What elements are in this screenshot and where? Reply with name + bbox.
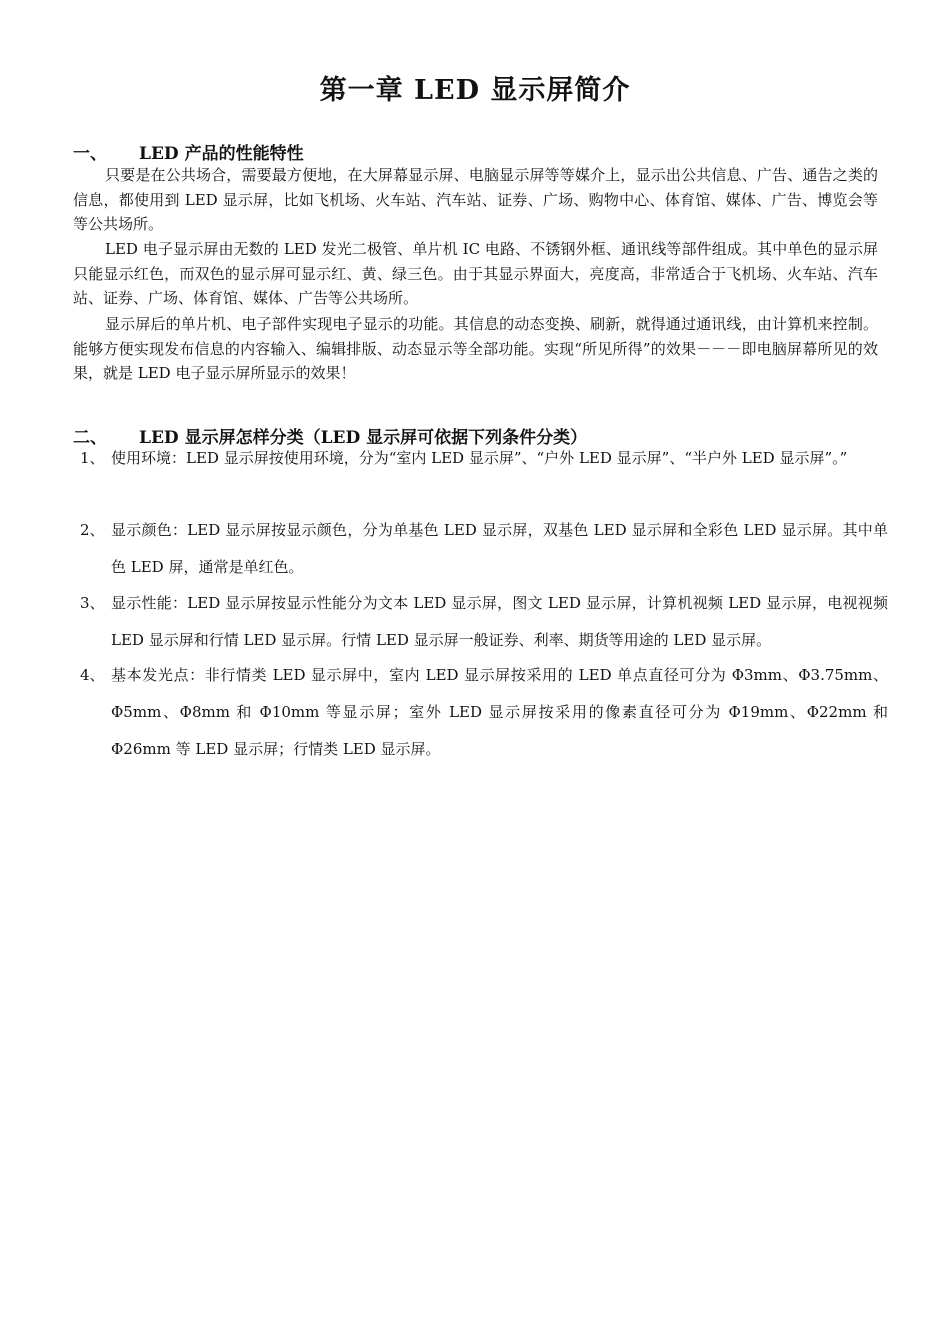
list-item: [80, 657, 888, 768]
list-item-number: 3、: [80, 594, 105, 612]
section-2-title: LED 显示屏怎样分类（LED 显示屏可依据下列条件分类）: [139, 428, 588, 448]
list-item-text: 使用环境：LED 显示屏按使用环境，分为“室内 LED 显示屏”、“户外 LED 显示屏”、“半户外 LED 显示屏”。”: [111, 449, 848, 467]
list-item: [80, 512, 888, 586]
section-1-paragraph-2: LED 电子显示屏由无数的 LED 发光二极管、单片机 IC 电路、不锈钢外框、通讯线等部件组成。其中单色的显示屏只能显示红色，而双色的显示屏可显示红、黄、绿三色。由于其显示界面大，亮度高，非常适合于飞机场、火车站、汽车站、证券、广场、体育馆、媒体、广告等公共场所。: [73, 240, 878, 307]
list-item-number: 2、: [80, 521, 105, 539]
list-item-text: 基本发光点：非行情类 LED 显示屏中，室内 LED 显示屏按采用的 LED 单点直径可分为 Φ3mm、Φ3.75mm、Φ5mm、Φ8mm 和 Φ10mm 等显示屏；室外 LED 显示屏按采用的像素直径可分为 Φ19mm、Φ22mm 和 Φ26mm 等 LED 显示屏；行情类 LED 显示屏。: [111, 666, 888, 758]
section-1-paragraph-1: 只要是在公共场合，需要最方便地，在大屏幕显示屏、电脑显示屏等等媒介上，显示出公共信息、广告、通告之类的信息，都使用到 LED 显示屏，比如飞机场、火车站、汽车站、证券、广场、购物中心、体育馆、媒体、广告、博览会等等公共场所。: [73, 166, 878, 233]
list-item: [80, 440, 888, 477]
section-1-heading: [73, 139, 304, 164]
list-item-number: 1、: [80, 449, 105, 467]
section-2-number: 二、: [73, 428, 107, 448]
section-1-number: 一、: [73, 144, 107, 164]
list-item-number: 4、: [80, 666, 105, 684]
list-item: [80, 585, 888, 659]
list-item-text: 显示颜色：LED 显示屏按显示颜色，分为单基色 LED 显示屏，双基色 LED 显示屏和全彩色 LED 显示屏。其中单色 LED 屏，通常是单红色。: [111, 521, 888, 576]
list-item-text: 显示性能：LED 显示屏按显示性能分为文本 LED 显示屏，图文 LED 显示屏，计算机视频 LED 显示屏，电视视频 LED 显示屏和行情 LED 显示屏。行情 LED 显示屏一般证券、利率、期货等用途的 LED 显示屏。: [111, 594, 888, 649]
chapter-title: 第一章 LED 显示屏简介: [319, 75, 631, 106]
section-1-title: LED 产品的性能特性: [139, 144, 304, 164]
section-1-paragraph-3: 显示屏后的单片机、电子部件实现电子显示的功能。其信息的动态变换、刷新，就得通过通讯线，由计算机来控制。能够方便实现发布信息的内容输入、编辑排版、动态显示等全部功能。实现“所见所得”的效果－－－即电脑屏幕所见的效果，就是 LED 电子显示屏所显示的效果！: [73, 315, 878, 382]
